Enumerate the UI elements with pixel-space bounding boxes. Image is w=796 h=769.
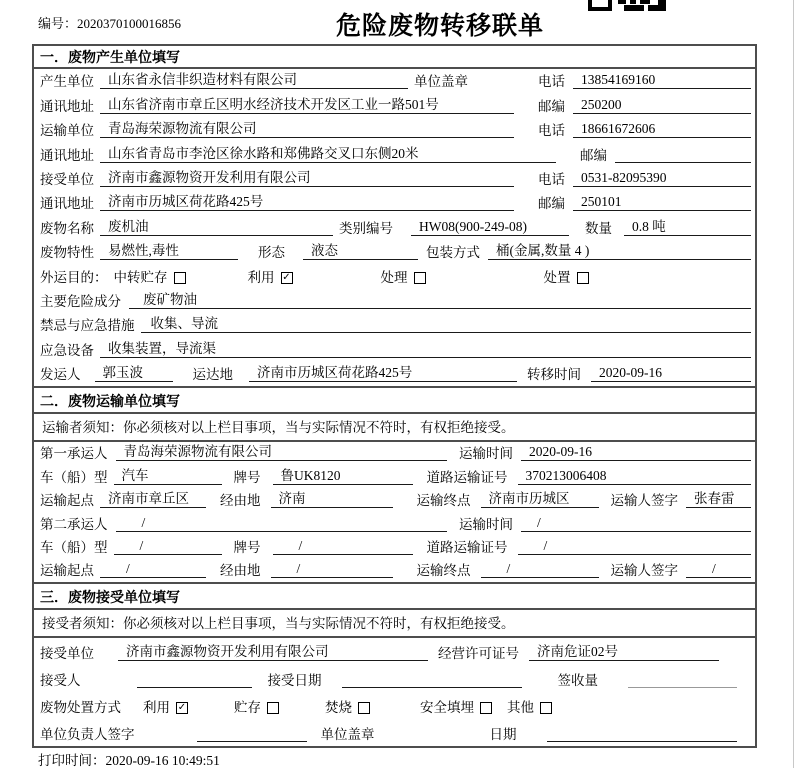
manifest-form (32, 44, 757, 748)
date-value (547, 727, 738, 742)
row-receiver-address (40, 191, 751, 215)
category-code-label: 类别编号 (339, 220, 393, 236)
unit-seal-label: 单位盖章 (320, 727, 375, 743)
emergency-measures-label: 禁忌与应急措施 (40, 318, 135, 334)
vehicle-type-value: 汽车 (114, 468, 222, 485)
receiver-notice: 接受者须知：你必须核对以上栏目事项，当与实际情况不符时，有权拒绝接受。 (34, 610, 755, 638)
route-via-label: 经由地 (220, 563, 261, 579)
row-main-hazard (40, 289, 751, 313)
producer-unit-label: 产生单位 (40, 74, 94, 90)
row-vehicle-type-1 (40, 465, 751, 488)
print-time-value: 2020-09-16 10:49:51 (105, 753, 220, 768)
second-carrier-value: / (116, 515, 448, 532)
producer-phone-value: 13854169160 (573, 72, 751, 89)
option-label: 中转贮存 (113, 269, 168, 285)
route-via-2-value: / (271, 561, 393, 578)
route-start-2-value: / (100, 561, 206, 578)
checkbox-dispose (577, 272, 589, 284)
address-label: 通讯地址 (40, 98, 94, 114)
row-transport-address (40, 142, 751, 166)
plate-number-value: 鲁UK8120 (273, 468, 413, 485)
emergency-measures-value: 收集、导流 (141, 316, 752, 333)
row-waste-name (40, 215, 751, 239)
waste-character-value: 易燃性,毒性 (100, 243, 238, 260)
receiver-unit-value: 济南市鑫源物资开发利用有限公司 (100, 170, 514, 187)
doc-number-value: 2020370100016856 (77, 16, 182, 31)
disposal-method-label: 废物处置方式 (40, 700, 121, 716)
transport-time-2-value: / (521, 515, 751, 532)
doc-number-label: 编号： (38, 16, 78, 31)
row-route-2 (40, 559, 751, 582)
section3-heading: 三．废物接受单位填写 (34, 584, 755, 610)
packing-value: 桶(金属,数量 4 ) (488, 243, 751, 260)
checkbox-incinerate (358, 702, 370, 714)
row-accept-unit (40, 638, 751, 665)
quantity-value: 0.8 吨 (624, 219, 751, 236)
vehicle-type-label: 车（船）型 (40, 469, 108, 485)
route-start-value: 济南市章丘区 (100, 491, 206, 508)
unit-seal-label: 单位盖章 (414, 74, 468, 90)
checkbox-treat (414, 272, 426, 284)
option-label: 焚烧 (325, 700, 352, 716)
producer-unit-value: 山东省永信非织造材料有限公司 (100, 72, 408, 89)
route-end-label: 运输终点 (416, 563, 471, 579)
signed-quantity-value (628, 673, 737, 688)
route-end-label: 运输终点 (416, 493, 471, 509)
form-state-label: 形态 (258, 245, 285, 261)
page-edge-line (793, 0, 794, 768)
waste-character-label: 废物特性 (40, 245, 94, 261)
section-producer (34, 46, 755, 386)
section1-heading: 一．废物产生单位填写 (34, 46, 755, 69)
route-start-label: 运输起点 (40, 493, 94, 509)
option-storage (234, 700, 279, 715)
waste-name-label: 废物名称 (40, 220, 94, 236)
checkbox-other (540, 702, 552, 714)
emergency-equipment-label: 应急设备 (40, 342, 94, 358)
consignor-value: 郭玉波 (95, 365, 173, 382)
carrier-signature-2-value: / (686, 561, 751, 578)
row-receiver-unit (40, 167, 751, 191)
transport-zip-value (615, 148, 751, 163)
transporter-notice: 运输者须知：你必须核对以上栏目事项，当与实际情况不符时，有权拒绝接受。 (34, 414, 755, 442)
waste-name-value: 废机油 (100, 219, 333, 236)
phone-label: 电话 (538, 171, 565, 187)
carrier-signature-label: 运输人签字 (610, 563, 678, 579)
carrier-signature-label: 运输人签字 (610, 493, 678, 509)
option-utilize (143, 700, 188, 715)
road-permit-label: 道路运输证号 (426, 540, 508, 556)
phone-label: 电话 (538, 74, 565, 90)
transport-time-value: 2020-09-16 (521, 444, 751, 461)
print-time (38, 749, 220, 769)
section2-heading: 二．废物运输单位填写 (34, 388, 755, 414)
receiver-phone-value: 0531-82095390 (573, 170, 751, 187)
route-via-value: 济南 (271, 491, 393, 508)
option-label: 安全填埋 (420, 700, 474, 716)
producer-address-value: 山东省济南市章丘区明水经济技术开发区工业一路501号 (100, 97, 514, 114)
option-label: 利用 (247, 269, 275, 285)
option-label: 贮存 (234, 700, 261, 716)
license-number-value: 济南危证02号 (529, 644, 719, 661)
receiver-zip-value: 250101 (573, 194, 751, 211)
option-utilize (248, 270, 293, 285)
packing-label: 包装方式 (426, 245, 480, 261)
section-receiver (34, 582, 755, 746)
signed-quantity-label: 签收量 (557, 673, 598, 689)
main-hazard-value: 废矿物油 (129, 292, 751, 309)
row-producer-address (40, 93, 751, 117)
checkbox-storage (267, 702, 279, 714)
row-transport-unit (40, 118, 751, 142)
receiver-unit-label: 接受单位 (40, 171, 94, 187)
zip-label: 邮编 (538, 98, 565, 114)
transfer-purpose-label: 外运目的： (40, 269, 108, 285)
responsible-signature-label: 单位负责人签字 (40, 727, 135, 743)
first-carrier-label: 第一承运人 (40, 446, 108, 462)
option-treat (381, 270, 426, 285)
row-transfer-purpose (40, 264, 751, 288)
form-state-value: 液态 (303, 243, 418, 260)
carrier-signature-value: 张春雷 (686, 491, 751, 508)
vehicle-type-label: 车（船）型 (40, 540, 108, 556)
route-via-label: 经由地 (220, 493, 261, 509)
road-permit-2-value: / (518, 538, 752, 555)
accept-unit-label: 接受单位 (40, 646, 94, 662)
transport-phone-value: 18661672606 (573, 121, 751, 138)
row-first-carrier (40, 442, 751, 465)
transport-time-label: 运输时间 (459, 516, 513, 532)
checkbox-utilize-checked: ✓ (177, 702, 187, 714)
row-producer-unit (40, 69, 751, 93)
acceptor-value (137, 673, 252, 688)
road-permit-label: 道路运输证号 (426, 469, 508, 485)
vehicle-type-2-value: / (114, 538, 222, 555)
category-code-value: HW08(900-249-08) (411, 219, 569, 236)
address-label: 通讯地址 (40, 147, 94, 163)
option-label: 处置 (543, 269, 571, 285)
checkbox-landfill (480, 702, 492, 714)
option-transit-storage (114, 270, 186, 285)
route-end-value: 济南市历城区 (481, 491, 599, 508)
phone-label: 电话 (538, 123, 565, 139)
row-responsible-signature (40, 719, 751, 746)
transfer-date-label: 转移时间 (527, 367, 581, 383)
option-label: 处理 (380, 269, 408, 285)
row-vehicle-type-2 (40, 536, 751, 559)
row-emergency-equipment (40, 337, 751, 361)
page-title: 危险废物转移联单 (335, 12, 544, 40)
row-emergency-measures (40, 313, 751, 337)
route-start-label: 运输起点 (40, 563, 94, 579)
checkbox-transit-storage (174, 272, 186, 284)
transfer-date-value: 2020-09-16 (591, 365, 751, 382)
license-number-label: 经营许可证号 (438, 646, 519, 662)
consignor-label: 发运人 (40, 367, 81, 383)
row-waste-character (40, 240, 751, 264)
option-incinerate (325, 700, 370, 715)
option-label: 利用 (143, 700, 170, 716)
checkbox-utilize-checked: ✓ (282, 271, 291, 283)
plate-number-label: 牌号 (233, 469, 261, 485)
row-disposal-method (40, 692, 751, 719)
route-end-2-value: / (481, 561, 599, 578)
row-second-carrier (40, 512, 751, 535)
accept-unit-value: 济南市鑫源物资开发利用有限公司 (118, 644, 428, 661)
transport-time-label: 运输时间 (459, 446, 513, 462)
section-transporter (34, 386, 755, 582)
transport-unit-value: 青岛海荣源物流有限公司 (100, 121, 514, 138)
zip-label: 邮编 (538, 196, 565, 212)
destination-value: 济南市历城区荷花路425号 (249, 365, 517, 382)
accept-date-value (342, 673, 522, 688)
first-carrier-value: 青岛海荣源物流有限公司 (116, 444, 448, 461)
zip-label: 邮编 (580, 147, 607, 163)
main-hazard-label: 主要危险成分 (40, 293, 121, 309)
option-dispose (544, 270, 589, 285)
address-label: 通讯地址 (40, 196, 94, 212)
producer-zip-value: 250200 (573, 97, 751, 114)
qr-code-fragment (588, 0, 670, 11)
acceptor-label: 接受人 (40, 673, 81, 689)
row-consignor (40, 362, 751, 386)
destination-label: 运达地 (192, 367, 233, 383)
quantity-label: 数量 (585, 220, 612, 236)
plate-number-2-value: / (273, 538, 413, 555)
date-label: 日期 (489, 727, 517, 743)
option-other (507, 700, 552, 715)
transport-unit-label: 运输单位 (40, 123, 94, 139)
plate-number-label: 牌号 (233, 540, 261, 556)
receiver-address-value: 济南市历城区荷花路425号 (100, 194, 514, 211)
road-permit-value: 370213006408 (518, 468, 752, 485)
responsible-signature-value (197, 727, 307, 742)
row-route-1 (40, 489, 751, 512)
option-landfill (420, 700, 492, 715)
second-carrier-label: 第二承运人 (40, 516, 108, 532)
print-time-label: 打印时间： (38, 753, 106, 768)
emergency-equipment-value: 收集装置，导流渠 (100, 341, 751, 358)
option-label: 其他 (507, 700, 534, 716)
row-acceptor (40, 665, 751, 692)
transport-address-value: 山东省青岛市李沧区徐水路和郑佛路交叉口东侧20米 (100, 146, 556, 163)
accept-date-label: 接受日期 (267, 673, 322, 689)
